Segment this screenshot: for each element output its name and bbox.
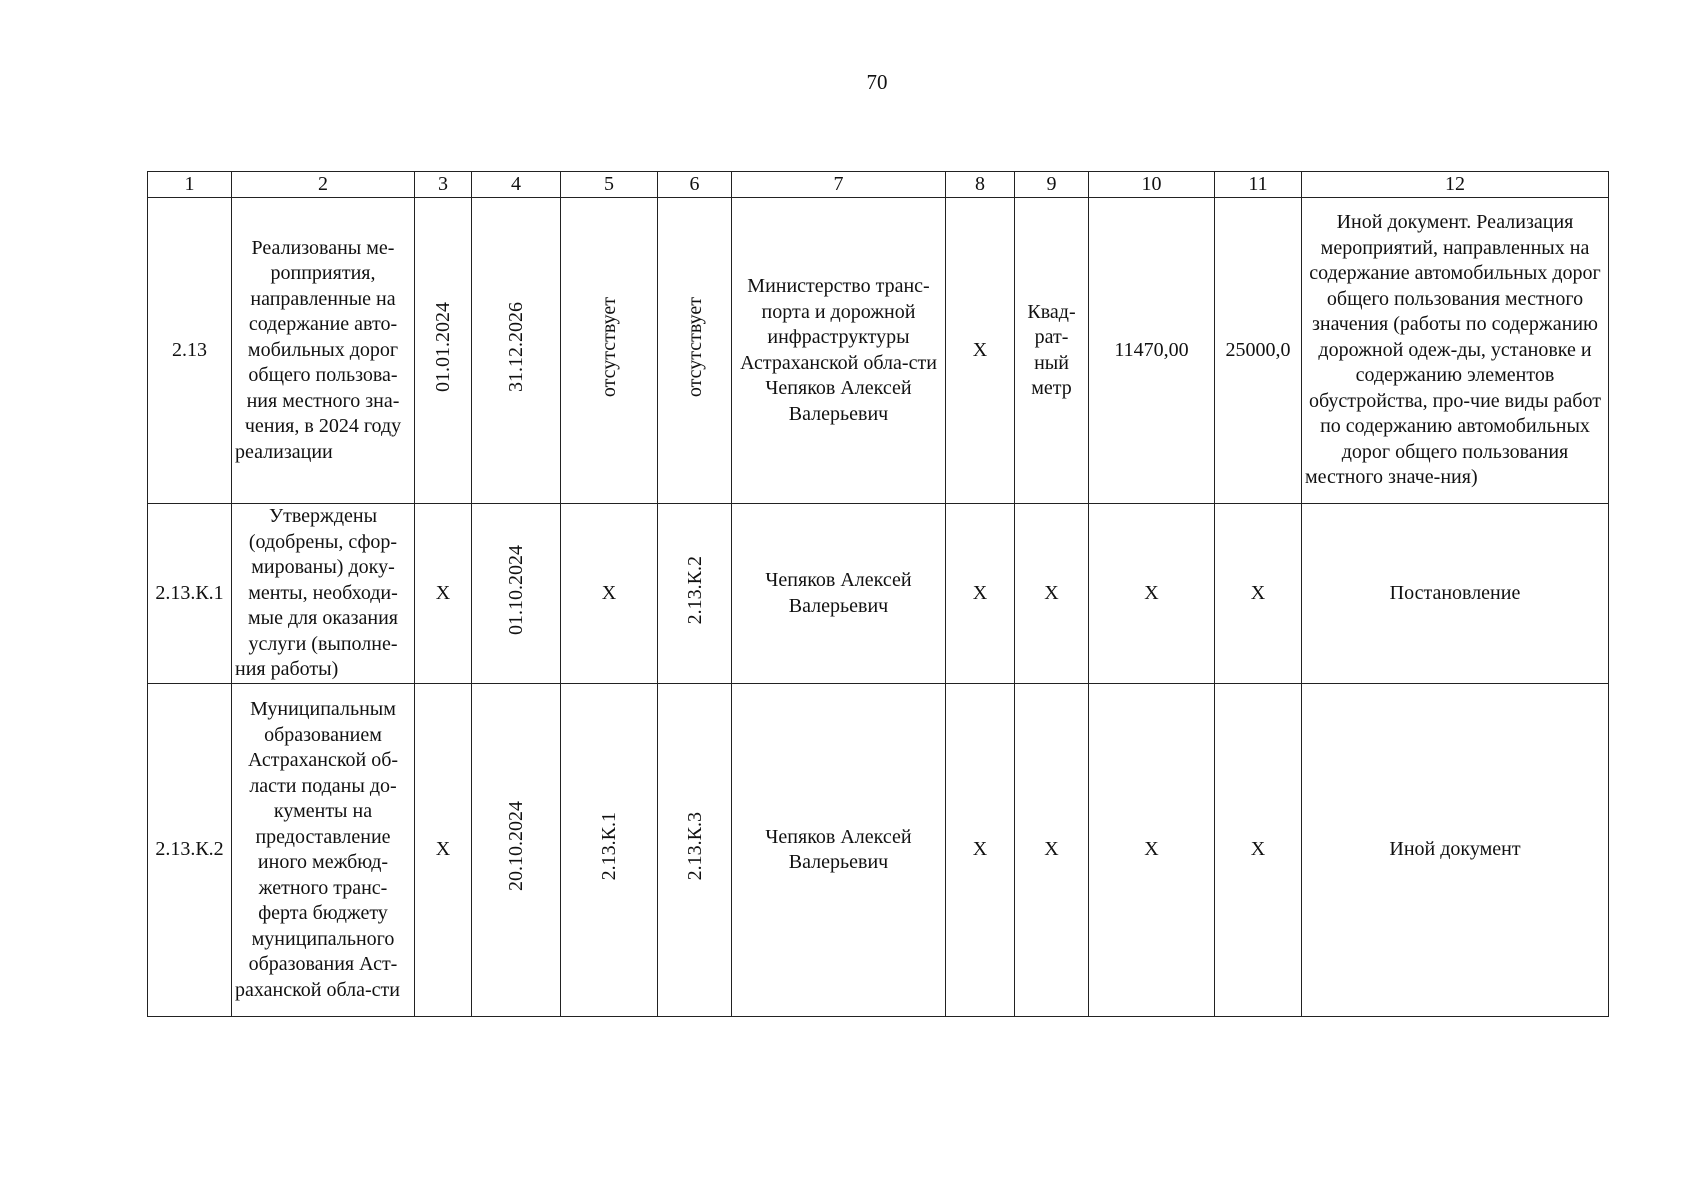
end-date-text: 01.10.2024: [505, 544, 527, 635]
row-end-date: [472, 198, 561, 504]
row-col11: X: [1215, 684, 1302, 1017]
row-col5: [561, 684, 658, 1017]
row-document: Иной документ: [1302, 684, 1609, 1017]
row-col5: X: [561, 504, 658, 684]
row-col6: [658, 504, 732, 684]
header-cell: 4: [472, 172, 561, 198]
plan-table: [147, 171, 1609, 1017]
row-col5: [561, 198, 658, 504]
row-col6: [658, 198, 732, 504]
header-cell: 8: [946, 172, 1015, 198]
row-unit: Квад-рат-ный метр: [1015, 198, 1089, 504]
row-id: 2.13.К.2: [148, 684, 232, 1017]
row-end-date: [472, 504, 561, 684]
row-start-date: [415, 198, 472, 504]
col5-text: 2.13.К.1: [598, 812, 620, 881]
page-number: 70: [866, 70, 888, 94]
row-col6: [658, 684, 732, 1017]
row-col11: 25000,0: [1215, 198, 1302, 504]
row-document: Постановление: [1302, 504, 1609, 684]
header-cell: 2: [232, 172, 415, 198]
row-end-date: [472, 684, 561, 1017]
row-start-date: X: [415, 684, 472, 1017]
row-unit: X: [1015, 684, 1089, 1017]
row-name: Утверждены (одобрены, сфор-мированы) доку-менты, необходи-мые для оказания услуги (выполне-ния работы): [232, 504, 415, 684]
header-cell: 11: [1215, 172, 1302, 198]
col6-text: отсутствует: [683, 296, 706, 397]
row-col8: X: [946, 684, 1015, 1017]
header-cell: 3: [415, 172, 472, 198]
end-date-text: 20.10.2024: [505, 801, 527, 892]
header-cell: 9: [1015, 172, 1089, 198]
row-col11: X: [1215, 504, 1302, 684]
row-responsible: Министерство транс-порта и дорожной инфраструктуры Астраханской обла-сти Чепяков Алексей Валерьевич: [732, 198, 946, 504]
header-cell: 6: [658, 172, 732, 198]
col6-text: 2.13.К.3: [683, 812, 706, 881]
row-name: Муниципальным образованием Астраханской об-ласти поданы до-кументы на предоставление иного межбюд-жетного транс-ферта бюджету муниципального образования Аст-раханской обла-сти: [232, 684, 415, 1017]
header-cell: 10: [1089, 172, 1215, 198]
row-name: Реализованы ме-ропприятия, направленные на содержание авто-мобильных дорог общего пользова-ния местного зна-чения, в 2024 году реализации: [232, 198, 415, 504]
table-row: [148, 504, 1609, 684]
start-date-text: 01.01.2024: [432, 301, 454, 392]
table-row: [148, 684, 1609, 1017]
end-date-text: 31.12.2026: [505, 301, 527, 392]
row-col10: X: [1089, 684, 1215, 1017]
row-id: 2.13.К.1: [148, 504, 232, 684]
row-responsible: Чепяков Алексей Валерьевич: [732, 504, 946, 684]
row-col10: X: [1089, 504, 1215, 684]
row-unit: X: [1015, 504, 1089, 684]
table-row: [148, 198, 1609, 504]
row-id: 2.13: [148, 198, 232, 504]
col5-text: отсутствует: [598, 296, 620, 397]
col6-text: 2.13.К.2: [683, 555, 706, 624]
row-document: Иной документ. Реализация мероприятий, направленных на содержание автомобильных дорог общего пользования местного значения (работы по содержанию дорожной одеж-ды, установке и содержанию элементов обустройства, про-чие виды работ по содержанию автомобильных дорог общего пользования местного значе-ния): [1302, 198, 1609, 504]
row-start-date: X: [415, 504, 472, 684]
header-cell: 1: [148, 172, 232, 198]
row-responsible: Чепяков Алексей Валерьевич: [732, 684, 946, 1017]
row-col8: X: [946, 504, 1015, 684]
header-row: [148, 172, 1609, 198]
header-cell: 7: [732, 172, 946, 198]
header-cell: 5: [561, 172, 658, 198]
row-col8: X: [946, 198, 1015, 504]
header-cell: 12: [1302, 172, 1609, 198]
row-col10: 11470,00: [1089, 198, 1215, 504]
